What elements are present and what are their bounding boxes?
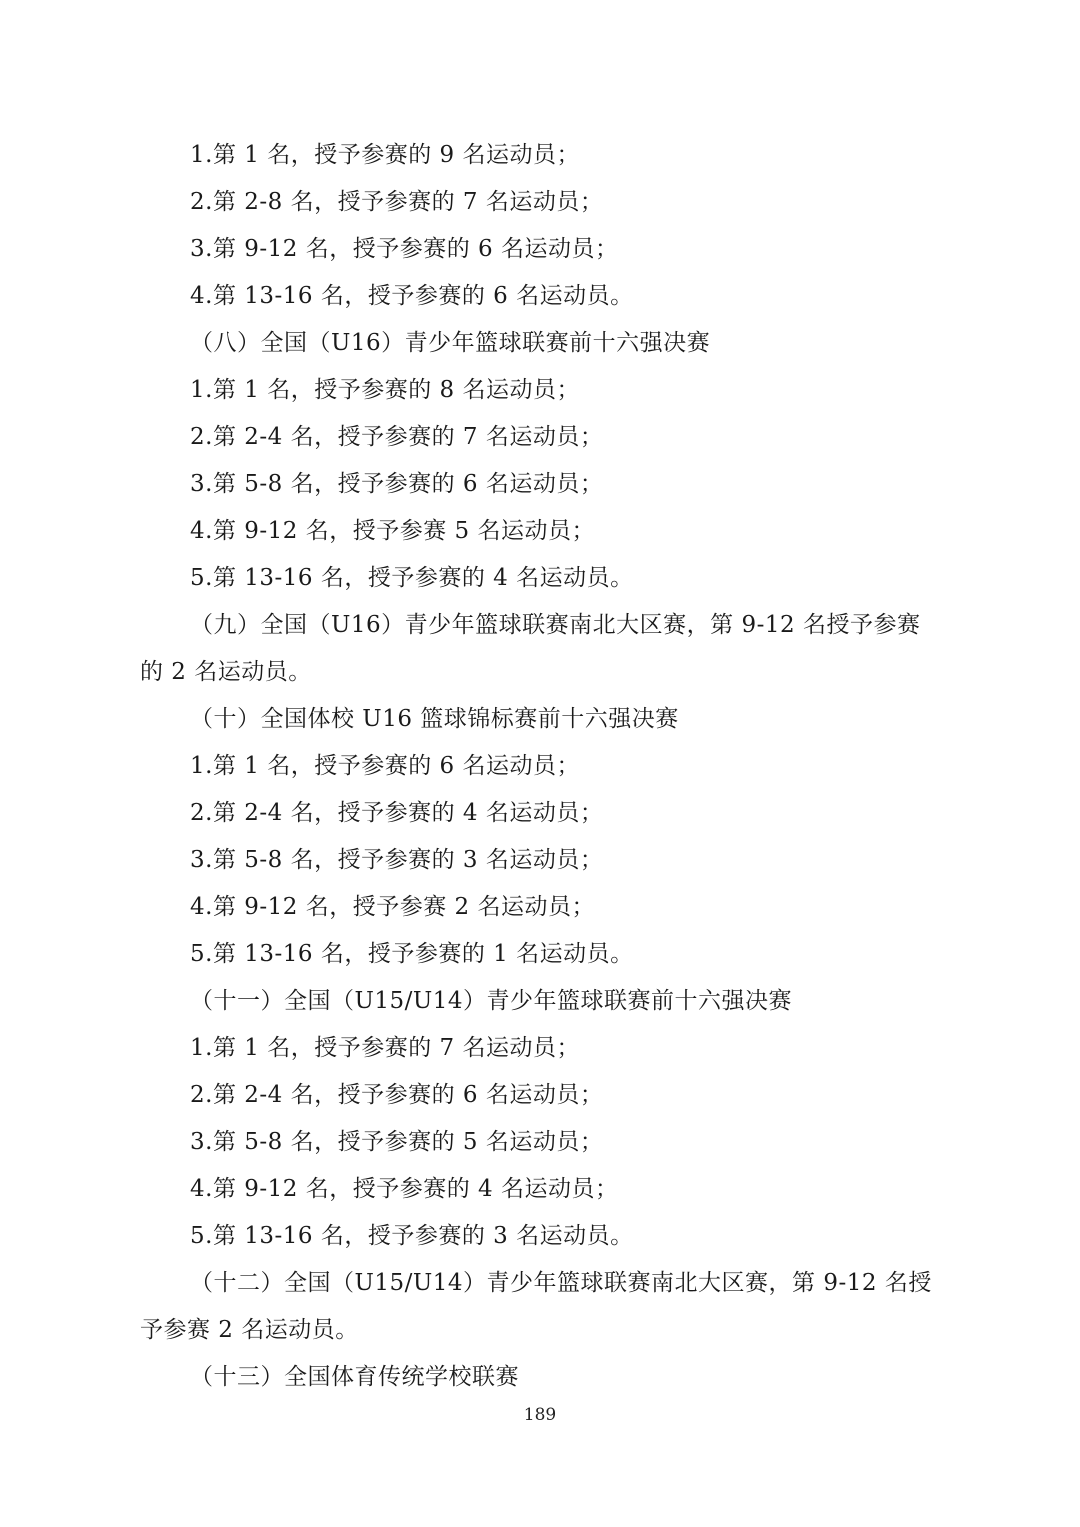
text-line: 5.第 13-16 名，授予参赛的 4 名运动员。 [190, 565, 634, 591]
section-heading: （八）全国（U16）青少年篮球联赛前十六强决赛 [190, 330, 711, 356]
text-line: 3.第 5-8 名，授予参赛的 6 名运动员； [190, 471, 604, 497]
text-line: 1.第 1 名，授予参赛的 8 名运动员； [190, 377, 580, 403]
section-heading: （九）全国（U16）青少年篮球联赛南北大区赛，第 9-12 名授予参赛 [190, 612, 921, 638]
text-line: 1.第 1 名，授予参赛的 6 名运动员； [190, 753, 580, 779]
text-line: 4.第 9-12 名，授予参赛的 4 名运动员； [190, 1176, 619, 1202]
text-line: 1.第 1 名，授予参赛的 7 名运动员； [190, 1035, 580, 1061]
text-line: 5.第 13-16 名，授予参赛的 3 名运动员。 [190, 1223, 634, 1249]
document-body [140, 132, 950, 1401]
text-line: 1.第 1 名，授予参赛的 9 名运动员； [190, 142, 580, 168]
text-line: 4.第 9-12 名，授予参赛 5 名运动员； [190, 518, 595, 544]
text-line: 5.第 13-16 名，授予参赛的 1 名运动员。 [190, 941, 634, 967]
text-line: 4.第 9-12 名，授予参赛 2 名运动员； [190, 894, 595, 920]
section-heading: （十三）全国体育传统学校联赛 [190, 1364, 519, 1390]
section-heading: （十二）全国（U15/U14）青少年篮球联赛南北大区赛，第 9-12 名授 [190, 1270, 932, 1296]
text-line: 2.第 2-4 名，授予参赛的 4 名运动员； [190, 800, 604, 826]
text-line: 3.第 5-8 名，授予参赛的 3 名运动员； [190, 847, 604, 873]
text-line-continuation: 的 2 名运动员。 [140, 659, 312, 685]
text-line-continuation: 予参赛 2 名运动员。 [140, 1317, 359, 1343]
text-line: 4.第 13-16 名，授予参赛的 6 名运动员。 [190, 283, 634, 309]
page-number: 189 [523, 1405, 557, 1425]
text-line: 3.第 5-8 名，授予参赛的 5 名运动员； [190, 1129, 604, 1155]
text-line: 2.第 2-4 名，授予参赛的 6 名运动员； [190, 1082, 604, 1108]
section-heading: （十一）全国（U15/U14）青少年篮球联赛前十六强决赛 [190, 988, 793, 1014]
text-line: 3.第 9-12 名，授予参赛的 6 名运动员； [190, 236, 619, 262]
text-line: 2.第 2-4 名，授予参赛的 7 名运动员； [190, 424, 604, 450]
section-heading: （十）全国体校 U16 篮球锦标赛前十六强决赛 [190, 706, 679, 732]
text-line: 2.第 2-8 名，授予参赛的 7 名运动员； [190, 189, 604, 215]
